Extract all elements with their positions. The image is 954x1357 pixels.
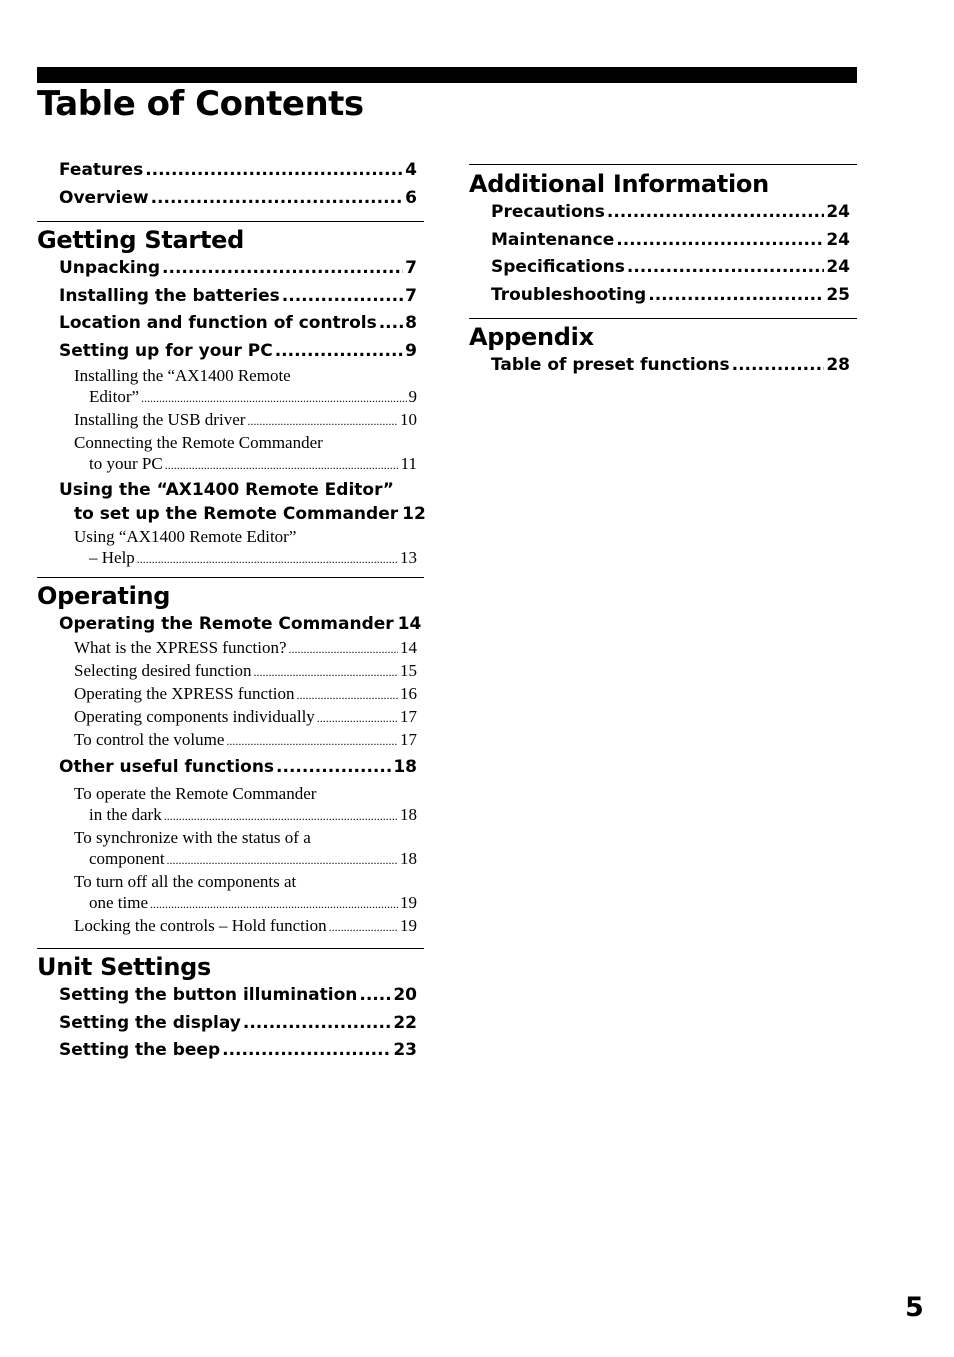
section-heading-additional-information: Additional Information [469, 170, 769, 198]
entry-title: Troubleshooting [491, 284, 647, 305]
entry-title: Specifications [491, 257, 625, 277]
entry-page: 10 [400, 410, 417, 429]
entry-page: 18 [393, 757, 417, 777]
entry-title: Overview [59, 187, 149, 208]
section-rule [37, 948, 424, 949]
entry-title-line1: To operate the Remote Commander [74, 784, 317, 803]
entry-page: 7 [405, 258, 417, 278]
entry-page: 4 [405, 160, 417, 180]
entry-continuation [37, 848, 424, 871]
entry-page: 16 [400, 684, 417, 703]
entry-title-line2: Editor” [89, 387, 140, 406]
entry-page: 9 [405, 340, 417, 361]
entry-title: Location and function of controls [59, 313, 377, 333]
entry-title: Operating the XPRESS function [74, 684, 295, 703]
entry-title: Unpacking [59, 258, 161, 278]
toc-entry-editor-help[interactable] [37, 526, 424, 570]
entry-title-line1: Using the “AX1400 Remote Editor” [59, 480, 394, 500]
toc-entry-hold-function[interactable] [37, 915, 424, 938]
dot-leader [145, 157, 403, 185]
entry-title: Maintenance [491, 229, 615, 250]
dot-leader [151, 185, 404, 213]
entry-title-line1: Using “AX1400 Remote Editor” [74, 527, 297, 546]
toc-entry-selecting-function[interactable] [37, 660, 424, 683]
dot-leader [282, 283, 403, 311]
entry-title-line2: component [89, 849, 165, 868]
entry-page: 13 [400, 548, 417, 567]
section-heading-operating: Operating [37, 582, 171, 610]
toc-entry-location-controls[interactable] [37, 310, 424, 338]
entry-continuation [37, 892, 424, 915]
entry-continuation [37, 386, 424, 409]
title-bar-rule [37, 67, 857, 83]
dot-leader [317, 708, 398, 729]
entry-page: 18 [400, 849, 417, 868]
entry-page: 7 [405, 285, 417, 306]
entry-page: 19 [400, 916, 417, 935]
entry-title: Precautions [491, 202, 605, 222]
entry-page: 14 [400, 638, 417, 657]
entry-page: 19 [400, 893, 417, 912]
section-rule [469, 164, 857, 165]
entry-page: 28 [826, 355, 850, 375]
toc-entry-setting-up-pc[interactable] [37, 338, 424, 366]
dot-leader [254, 662, 398, 683]
dot-leader [288, 639, 398, 660]
entry-page: 17 [400, 730, 417, 749]
dot-leader [222, 1037, 391, 1065]
entry-title: Setting the display [59, 1012, 241, 1033]
toc-entry-installing-editor[interactable] [37, 365, 424, 409]
dot-leader [627, 254, 824, 282]
toc-entry-specifications[interactable] [469, 254, 857, 282]
toc-entry-maintenance[interactable] [469, 227, 857, 255]
entry-title: Operating components individually [74, 707, 315, 726]
dot-leader [732, 352, 825, 380]
dot-leader [243, 1010, 391, 1038]
dot-leader [150, 894, 398, 915]
entry-title-line1: Connecting the Remote Commander [74, 433, 323, 452]
entry-title-line1: To turn off all the components at [74, 872, 297, 891]
dot-leader [162, 255, 403, 283]
entry-page: 11 [400, 454, 417, 473]
toc-entry-features[interactable] [37, 157, 424, 185]
entry-continuation [37, 502, 424, 526]
dot-leader [275, 338, 403, 366]
toc-entry-using-editor[interactable] [37, 478, 424, 526]
page-title: Table of Contents [37, 84, 364, 124]
entry-continuation [37, 547, 424, 570]
dot-leader [329, 917, 398, 938]
entry-title-line2: in the dark [89, 805, 162, 824]
entry-title-line2: to set up the Remote Commander [74, 504, 399, 524]
entry-title: Table of preset functions [491, 355, 730, 375]
entry-title: Setting the beep [59, 1040, 221, 1060]
entry-title: Installing the USB driver [74, 410, 246, 429]
toc-entry-preset-functions[interactable] [469, 352, 857, 380]
entry-continuation [37, 453, 424, 476]
toc-entry-connecting-rc[interactable] [37, 432, 424, 476]
section-rule [37, 221, 424, 222]
dot-leader [164, 806, 398, 827]
toc-entry-installing-batteries[interactable] [37, 283, 424, 311]
entry-title-line2: one time [89, 893, 149, 912]
toc-entry-turn-off[interactable] [37, 871, 424, 915]
entry-page: 12 [402, 504, 426, 524]
section-rule [37, 577, 424, 578]
entry-page: 6 [405, 187, 417, 208]
entry-page: 17 [400, 707, 417, 726]
toc-entry-button-illumination[interactable] [37, 982, 424, 1010]
toc-right-column [469, 164, 857, 380]
entry-page: 14 [397, 614, 422, 634]
entry-title: To control the volume [74, 730, 225, 749]
toc-entry-overview[interactable] [37, 185, 424, 213]
entry-page: 24 [826, 229, 850, 250]
dot-leader [141, 388, 406, 409]
toc-entry-operating-rc[interactable] [37, 611, 424, 637]
entry-title: Selecting desired function [74, 661, 252, 680]
dot-leader [616, 227, 824, 255]
toc-entry-other-useful[interactable] [37, 752, 424, 783]
entry-continuation [37, 804, 424, 827]
toc-entry-synchronize[interactable] [37, 827, 424, 871]
entry-title-line2: – Help [89, 548, 135, 567]
entry-title-line2: to your PC [89, 454, 163, 473]
dot-leader [648, 282, 824, 310]
entry-title: Installing the batteries [59, 285, 280, 306]
entry-title: Features [59, 160, 144, 180]
dot-leader [359, 982, 391, 1010]
entry-page: 18 [400, 805, 417, 824]
entry-page: 22 [393, 1012, 417, 1033]
toc-left-column [37, 157, 424, 1065]
toc-entry-control-volume[interactable] [37, 729, 424, 752]
toc-entry-display[interactable] [37, 1010, 424, 1038]
dot-leader [137, 549, 398, 570]
entry-title: Setting up for your PC [59, 340, 273, 361]
dot-leader [247, 411, 398, 432]
dot-leader [276, 752, 391, 783]
entry-title: Operating the Remote Commander [59, 614, 394, 634]
toc-entry-operating-xpress[interactable] [37, 683, 424, 706]
dot-leader [226, 731, 398, 752]
entry-page: 24 [826, 257, 850, 277]
entry-page: 24 [826, 202, 850, 222]
section-heading-appendix: Appendix [469, 323, 594, 351]
dot-leader [165, 455, 399, 476]
entry-title: What is the XPRESS function? [74, 638, 287, 657]
entry-page: 23 [393, 1040, 417, 1060]
entry-title: Setting the button illumination [59, 985, 358, 1005]
toc-entry-operate-dark[interactable] [37, 783, 424, 827]
toc-entry-what-xpress[interactable] [37, 637, 424, 660]
entry-title: Other useful functions [59, 757, 275, 777]
section-heading-unit-settings: Unit Settings [37, 953, 212, 981]
page-number: 5 [905, 1292, 924, 1323]
dot-leader [167, 850, 398, 871]
section-rule [469, 318, 857, 319]
toc-entry-unpacking[interactable] [37, 255, 424, 283]
entry-title: Locking the controls – Hold function [74, 916, 327, 935]
entry-page: 20 [393, 985, 417, 1005]
toc-entry-usb-driver[interactable] [37, 409, 424, 432]
dot-leader [607, 199, 824, 227]
entry-title-line1: Installing the “AX1400 Remote [74, 366, 291, 385]
entry-page: 9 [408, 387, 417, 406]
section-heading-getting-started: Getting Started [37, 226, 244, 254]
entry-title-line1: To synchronize with the status of a [74, 828, 311, 847]
toc-entry-precautions[interactable] [469, 199, 857, 227]
entry-page: 15 [400, 661, 417, 680]
dot-leader [297, 685, 398, 706]
toc-entry-troubleshooting[interactable] [469, 282, 857, 310]
dot-leader [379, 310, 403, 338]
entry-page: 25 [826, 284, 850, 305]
entry-page: 8 [405, 313, 417, 333]
toc-entry-operating-components[interactable] [37, 706, 424, 729]
toc-entry-beep[interactable] [37, 1037, 424, 1065]
